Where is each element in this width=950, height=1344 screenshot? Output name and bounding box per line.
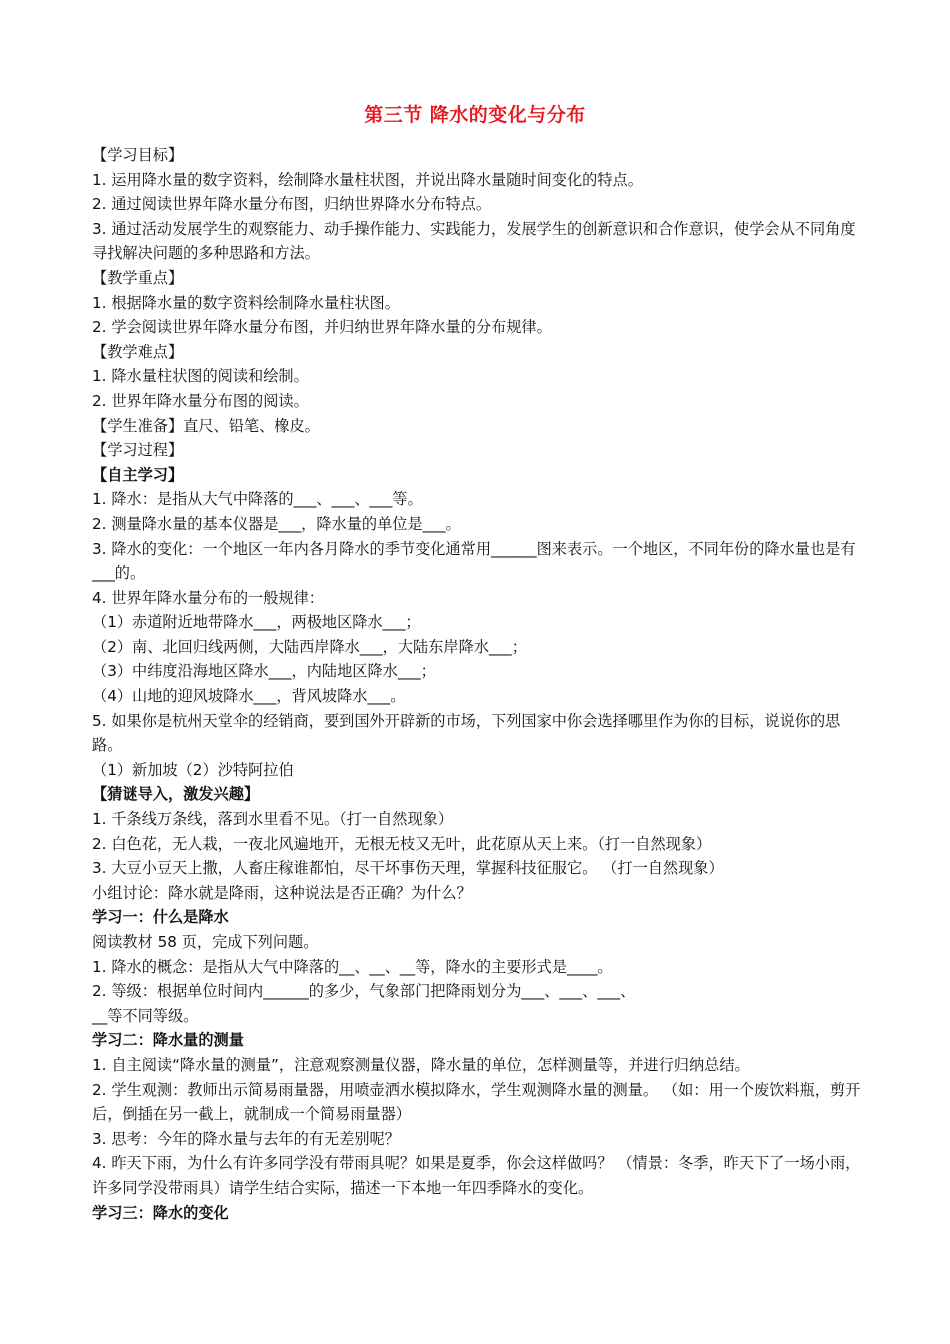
section-heading-learning-goals: 【学习目标】: [92, 146, 184, 164]
self-study-item-3: 3. 降水的变化：一个地区一年内各月降水的季节变化通常用______图来表示。一个地区，不同年份的降水量也是有___的。: [92, 539, 856, 583]
self-study-item-5: 5. 如果你是杭州天堂伞的经销商，要到国外开辟新的市场，下列国家中你会选择哪里作为你的目标，说说你的思路。: [92, 711, 841, 755]
document-body: [92, 143, 864, 1225]
goal-item-1: 1. 运用降水量的数字资料，绘制降水量柱状图，并说出降水量随时间变化的特点。: [92, 170, 643, 189]
goal-item-2: 2. 通过阅读世界年降水量分布图，归纳世界降水分布特点。: [92, 195, 492, 214]
rule-item-4: （4）山地的迎风坡降水___，背风坡降水___。: [92, 687, 406, 706]
study-2-item-2: 2. 学生观测：教师出示简易雨量器，用喷壶洒水模拟降水，学生观测降水量的测量。 （如：用一个废饮料瓶，剪开后，倒插在另一截上，就制成一个简易雨量器）: [92, 1080, 861, 1124]
key-point-1: 1. 根据降水量的数字资料绘制降水量柱状图。: [92, 293, 400, 312]
difficulty-2: 2. 世界年降水量分布图的阅读。: [92, 391, 309, 410]
section-heading-self-study: 【自主学习】: [92, 465, 184, 484]
section-heading-difficulties: 【教学难点】: [92, 342, 184, 361]
rule-item-1: （1）赤道附近地带降水___，两极地区降水___；: [92, 613, 421, 632]
difficulty-1: 1. 降水量柱状图的阅读和绘制。: [92, 367, 309, 386]
country-options: （1）新加坡（2）沙特阿拉伯: [92, 760, 294, 779]
riddle-2: 2. 白色花，无人栽，一夜北风遍地开，无根无枝又无叶，此花原从天上来。（打一自然现象）: [92, 834, 712, 853]
section-heading-riddles: 【猜谜导入，激发兴趣】: [92, 785, 260, 804]
self-study-item-1: 1. 降水：是指从大气中降落的___、___、___等。: [92, 490, 423, 509]
goal-item-3: 3. 通过活动发展学生的观察能力、动手操作能力、实践能力，发展学生的创新意识和合作意识，使学会从不同角度寻找解决问题的多种思路和方法。: [92, 219, 856, 263]
page-title: 第三节 降水的变化与分布: [364, 104, 586, 126]
riddle-3: 3. 大豆小豆天上撒，人畜庄稼谁都怕，尽干坏事伤天理，掌握科技征服它。 （打一自然现象）: [92, 859, 724, 878]
rule-item-2: （2）南、北回归线两侧，大陆西岸降水___，大陆东岸降水___；: [92, 637, 527, 656]
section-heading-study-3: 学习三：降水的变化: [92, 1203, 229, 1222]
section-heading-study-1: 学习一：什么是降水: [92, 908, 229, 927]
study-1-item-2: 2. 等级：根据单位时间内______的多少，气象部门把降雨划分为___、___、___、: [92, 982, 636, 1001]
section-heading-process: 【学习过程】: [92, 441, 184, 460]
rule-item-3: （3）中纬度沿海地区降水___，内陆地区降水___；: [92, 662, 436, 681]
section-heading-study-2: 学习二：降水量的测量: [92, 1031, 244, 1050]
key-point-2: 2. 学会阅读世界年降水量分布图，并归纳世界年降水量的分布规律。: [92, 318, 552, 337]
self-study-item-4: 4. 世界年降水量分布的一般规律：: [92, 588, 324, 607]
student-preparation: 【学生准备】直尺、铅笔、橡皮。: [92, 416, 320, 435]
study-1-intro: 阅读教材 58 页，完成下列问题。: [92, 933, 319, 951]
self-study-item-2: 2. 测量降水量的基本仪器是___，降水量的单位是___。: [92, 514, 461, 533]
section-heading-key-points: 【教学重点】: [92, 268, 184, 287]
study-1-item-1: 1. 降水的概念：是指从大气中降落的__、__、__等，降水的主要形式是____。: [92, 957, 613, 976]
study-2-item-1: 1. 自主阅读“降水量的测量”，注意观察测量仪器，降水量的单位，怎样测量等，并进行归纳总结。: [92, 1055, 750, 1074]
group-discussion: 小组讨论：降水就是降雨，这种说法是否正确？为什么？: [92, 883, 472, 902]
study-2-item-4: 4. 昨天下雨，为什么有许多同学没有带雨具呢？如果是夏季，你会这样做吗？ （情景：冬季，昨天下了一场小雨，许多同学没带雨具）请学生结合实际，描述一下本地一年四季降水的变化。: [92, 1154, 861, 1197]
riddle-1: 1. 千条线万条线，落到水里看不见。（打一自然现象）: [92, 810, 454, 829]
study-2-item-3: 3. 思考：今年的降水量与去年的有无差别呢？: [92, 1129, 400, 1148]
study-1-item-2-cont: __等不同等级。: [92, 1006, 199, 1025]
